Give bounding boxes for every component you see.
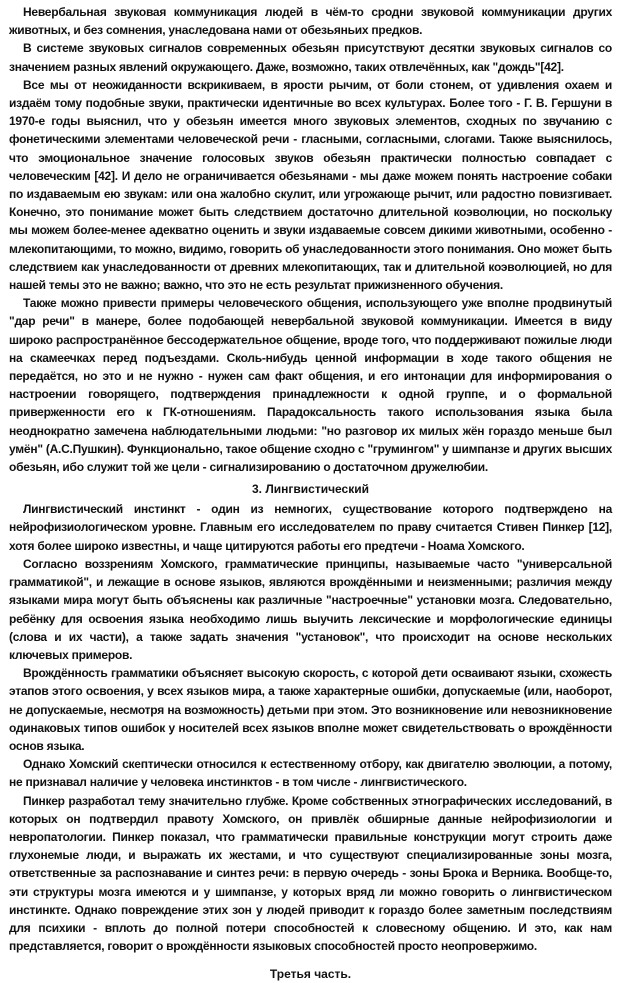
- paragraph: Пинкер разработал тему значительно глубже. Кроме собственных этнографических исследований, в которых он подтвердил правоту Хомского, он привлёк обширные данные нейрофизиологии и невропатологии. Пинкер показал, что грамматически правильные конструкции могут строить даже глухонемые люди, и выражать их жестами, и что существуют специализированные зоны мозга, ответственные за распознавание и синтез речи: в первую очередь - зоны Брока и Верника. Вообще-то, эти структуры мозга имеются и у шимпанзе, у которых вряд ли можно говорить о лингвистическом инстинкте. Однако повреждение этих зон у людей приводит к гораздо более заметным последствиям для психики - вплоть до полной потери способностей к словесному общению. И это, как нам представляется, говорит о врождённости языковых способностей просто неопровержимо.: [9, 793, 612, 954]
- paragraph: Все мы от неожиданности вскрикиваем, в ярости рычим, от боли стонем, от удивления охаем и издаём тому подобные звуки, практически идентичные во всех культурах. Более того - Г. В. Гершуни в 1970-е годы выяснил, что у обезьян имеется много звуковых элементов, сходных по звучанию с фонетическими элементами человеческой речи - гласными, согласными, слогами. Также выяснилось, что эмоциональное значение голосовых звуков обезьян практически полностью совпадает с человеческим [42]. И дело не ограничивается обезьянами - мы даже можем понять настроение собаки по издаваемым ею звукам: или она жалобно скулит, или угрожающе рычит, или радостно повизгивает. Конечно, это понимание может быть следствием достаточно длительной коэволюции, но поскольку мы можем более-менее адекватно оценить и звуки издаваемые совсем дикими животными, особенно - млекопитающими, то можно, видимо, говорить об унаследованности этого понимания. Оно может быть следствием как унаследованности от древних млекопитающих, так и длительной коэволюцией, но для нашей темы это не важно; важно, что это не есть результат прижизненного обучения.: [9, 77, 612, 293]
- part-title: Третья часть.: [269, 967, 352, 982]
- paragraph: Врождённость грамматики объясняет высокую скорость, с которой дети осваивают языки, схожесть этапов этого освоения, у всех языков мира, а также характерные ошибки, допускаемые (или, наоборот, не допускаемые, несмотря на возможность) детьми при этом. Это возникновение или невозникновение одинаковых типов ошибок у носителей всех языков вполне может свидетельствовать о врождённости основ языка.: [9, 666, 612, 753]
- section-heading-linguistic: 3. Лингвистический: [252, 482, 369, 497]
- section-nonverbal: [9, 3, 612, 476]
- paragraph: Также можно привести примеры человеческого общения, использующего уже вполне продвинутый "дар речи" в манере, более подобающей невербальной звуковой коммуникации. Имеется в виду широко распространённое бессодержательное общение, вроде того, что поддерживают пожилые люди на скамеечках перед подъездами. Сколь-нибудь ценной информации в ходе такого общения не передаётся, но это и не нужно - нужен сам факт общения, и его интонации для информирования о настроении говорящего, подтверждения принадлежности к одной группе, и о формальной приверженности его к ГК-отношениям. Парадоксальность такого использования языка была неоднократно замечена наблюдательными людьми: "но разговор их милых жён гораздо меньше был умён" (А.С.Пушкин). Функционально, такое общение сходно с "грумингом" у шимпанзе и других высших обезьян, ибо служит той же цели - сигнализированию о достаточном дружелюбии.: [9, 296, 612, 475]
- paragraph: В системе звуковых сигналов современных обезьян присутствуют десятки звуковых сигналов со значением разных явлений окружающего. Даже, возможно, таких отвлечённых, как "дождь"[42].: [9, 41, 612, 74]
- paragraph: Согласно воззрениям Хомского, грамматические принципы, называемые часто "универсальной грамматикой", и лежащие в основе языков, являются врождёнными и неизменными; различия между языками мира могут быть объяснены как различные "настроечные" установки мозга. Следовательно, ребёнку для освоения языка необходимо лишь выучить лексические и морфологические единицы (слова и их части), а также задать значения "установок", что происходит на основе нескольких ключевых примеров.: [9, 556, 612, 662]
- paragraph: Однако Хомский скептически относился к естественному отбору, как двигателю эволюции, а потому, не признавал наличие у человека инстинктов - в том числе - лингвистического.: [9, 757, 612, 790]
- section-linguistic: [9, 500, 612, 955]
- paragraph: Лингвистический инстинкт - один из немногих, существование которого подтверждено на нейрофизиологическом уровне. Главным его исследователем по праву считается Стивен Пинкер [12], хотя более широко известны, и чаще цитируются работы его предтечи - Ноама Хомского.: [9, 502, 612, 553]
- paragraph: Невербальная звуковая коммуникация людей в чём-то сродни звуковой коммуникации других животных, и без сомнения, унаследована нами от обезьяньих предков.: [9, 5, 612, 38]
